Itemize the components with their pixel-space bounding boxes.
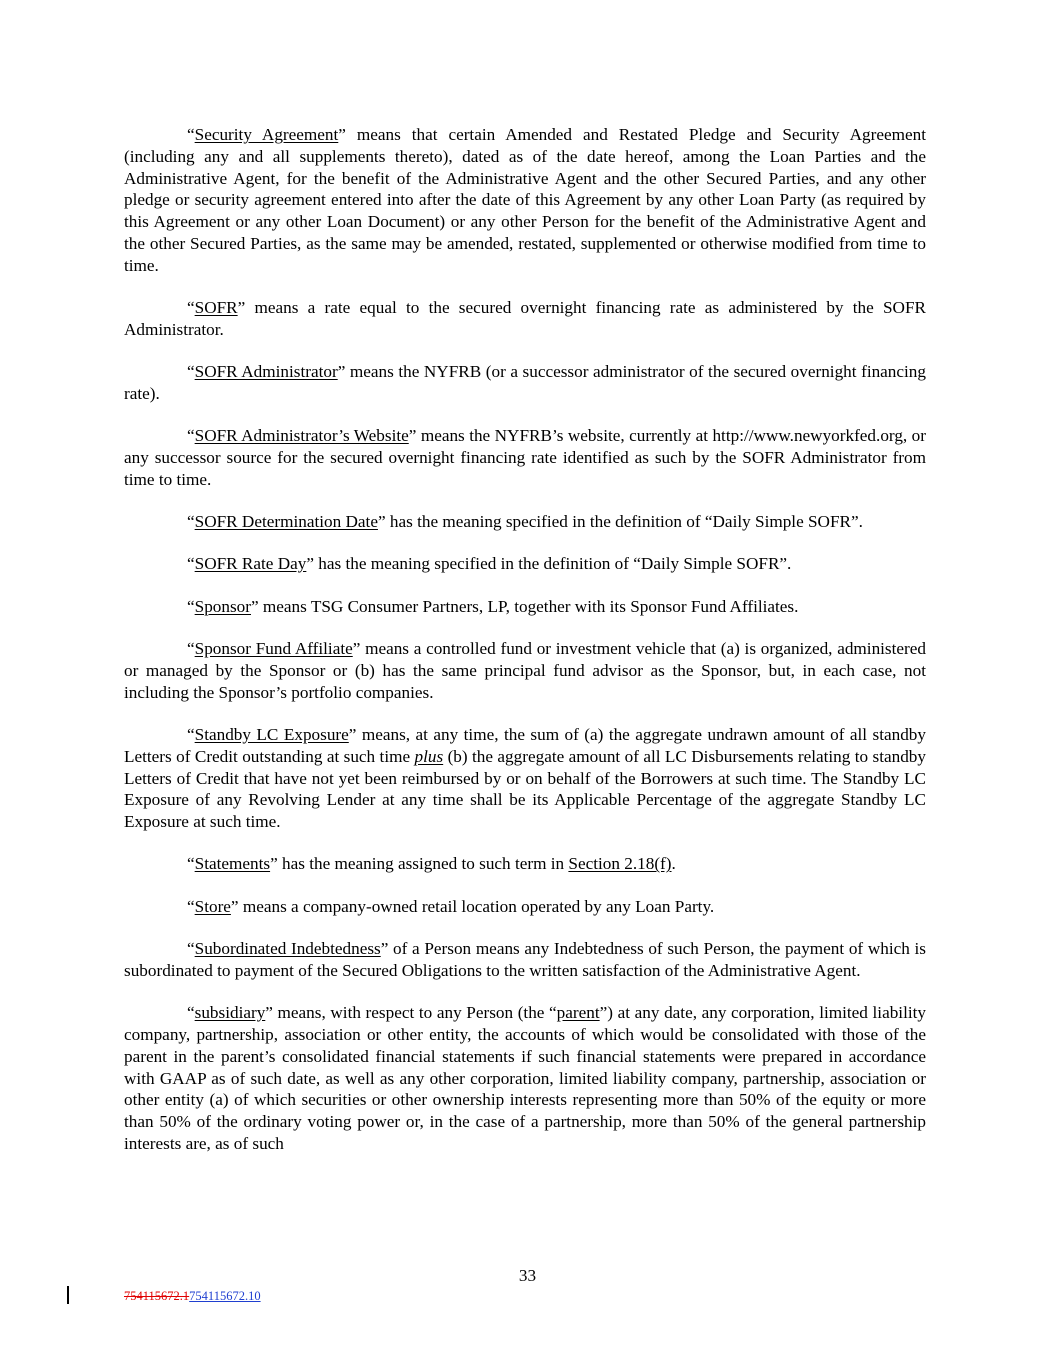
parent-term: parent <box>556 1003 600 1023</box>
definition-text-end: . <box>671 854 676 874</box>
definition-text: ” of a Person means any Indebtedness of such Person, the payment of which is subordinated to payment of the Secured Obligations to the written satisfaction of the Administrative Agent. <box>124 939 926 980</box>
definition-text: ” means the NYFRB’s website, currently at http://www.newyorkfed.org, or any successor source for the secured overnight financing rate identified as such by the SOFR Administrator from time to time. <box>124 426 926 489</box>
page-number: 33 <box>518 1266 537 1285</box>
definition-text: ” means, with respect to any Person (the “ <box>265 1003 557 1023</box>
definition-standby-lc-exposure <box>124 724 926 833</box>
defined-term: Sponsor <box>194 596 251 616</box>
document-id-inserted: 754115672.10 <box>189 1289 261 1303</box>
definition-sponsor <box>124 596 926 618</box>
plus-term: plus <box>414 746 444 766</box>
change-bar <box>67 1286 69 1304</box>
open-quote: “ <box>187 724 195 744</box>
document-id <box>124 1289 261 1304</box>
defined-term: SOFR <box>194 298 238 318</box>
definition-text-continued: (b) the aggregate amount of all LC Disbursements relating to standby Letters of Credit that have not yet been reimbursed by or on behalf of the Borrowers at such time. The Standby LC Exposure of any Revolving Lender at any time shall be its Applicable Percentage of the aggregate Standby LC Exposure at such time. <box>124 746 926 832</box>
defined-term: subsidiary <box>194 1003 266 1023</box>
definition-text: ” has the meaning specified in the definition of “Daily Simple SOFR”. <box>306 554 792 574</box>
definition-text: ” has the meaning specified in the definition of “Daily Simple SOFR”. <box>377 512 863 532</box>
definition-text: ” means a controlled fund or investment vehicle that (a) is organized, administered or managed by the Sponsor or (b) has the same principal fund advisor as the Sponsor, but, in each case, not including the Sponsor’s portfolio companies. <box>124 639 926 702</box>
defined-term: SOFR Rate Day <box>194 554 307 574</box>
defined-term: Store <box>194 896 231 916</box>
open-quote: “ <box>187 854 195 874</box>
definition-sofr-administrators-website <box>124 425 926 490</box>
open-quote: “ <box>187 426 195 446</box>
open-quote: “ <box>187 1003 195 1023</box>
section-reference: Section 2.18(f) <box>568 854 672 874</box>
definition-security-agreement <box>124 124 926 277</box>
definition-text: ” means the NYFRB (or a successor administrator of the secured overnight financing rate). <box>124 362 926 403</box>
defined-term: SOFR Administrator’s Website <box>194 426 409 446</box>
open-quote: “ <box>187 596 195 616</box>
definition-sponsor-fund-affiliate <box>124 638 926 703</box>
open-quote: “ <box>187 896 195 916</box>
definition-sofr-administrator <box>124 361 926 405</box>
open-quote: “ <box>187 298 195 318</box>
definition-subordinated-indebtedness <box>124 938 926 982</box>
defined-term: SOFR Administrator <box>194 362 338 382</box>
definition-text: ” means that certain Amended and Restated Pledge and Security Agreement (including any and all supplements thereto), dated as of the date hereof, among the Loan Parties and the Administrative Agent, for the benefit of the Administrative Agent and the other Secured Parties, and any other pledge or security agreement entered into after the date of this Agreement by any other Loan Party (as required by this Agreement or any other Loan Document) or any other Person for the benefit of the Administrative Agent and the other Secured Parties, as the same may be amended, restated, supplemented or otherwise modified from time to time. <box>124 125 926 275</box>
definition-text-continued: ”) at any date, any corporation, limited liability company, partnership, association or other entity, the accounts of which would be consolidated with those of the parent in the parent’s consolidated financial statements if such financial statements were prepared in accordance with GAAP as of such date, as well as any other corporation, limited liability company, partnership, association or other entity (a) of which securities or other ownership interests representing more than 50% of the equity or more than 50% of the ordinary voting power or, in the case of a partnership, more than 50% of the general partnership interests are, as of such <box>124 1003 926 1153</box>
open-quote: “ <box>187 639 195 659</box>
defined-term: Standby LC Exposure <box>194 724 349 744</box>
definition-subsidiary <box>124 1002 926 1155</box>
defined-term: Security Agreement <box>194 125 339 144</box>
open-quote: “ <box>187 125 195 144</box>
definition-sofr-rate-day <box>124 553 926 575</box>
definition-text: ” means, at any time, the sum of (a) the aggregate undrawn amount of all standby Letters of Credit outstanding at such time <box>124 724 926 766</box>
definition-sofr-determination-date <box>124 511 926 533</box>
defined-term: Statements <box>194 854 271 874</box>
open-quote: “ <box>187 554 195 574</box>
definition-text: ” means a company-owned retail location operated by any Loan Party. <box>230 896 715 916</box>
definition-text: ” has the meaning assigned to such term in <box>270 854 569 874</box>
definition-store <box>124 896 926 918</box>
defined-term: Subordinated Indebtedness <box>194 939 381 959</box>
defined-term: Sponsor Fund Affiliate <box>194 639 353 659</box>
defined-term: SOFR Determination Date <box>194 512 378 532</box>
definition-sofr <box>124 297 926 341</box>
open-quote: “ <box>187 362 195 382</box>
definition-text: ” means a rate equal to the secured overnight financing rate as administered by the SOFR Administrator. <box>124 298 926 339</box>
document-body <box>124 124 926 1175</box>
open-quote: “ <box>187 512 195 532</box>
definition-text: ” means TSG Consumer Partners, LP, together with its Sponsor Fund Affiliates. <box>251 596 799 616</box>
definition-statements <box>124 853 926 875</box>
document-id-deleted: 754115672.1 <box>124 1289 190 1303</box>
open-quote: “ <box>187 939 195 959</box>
